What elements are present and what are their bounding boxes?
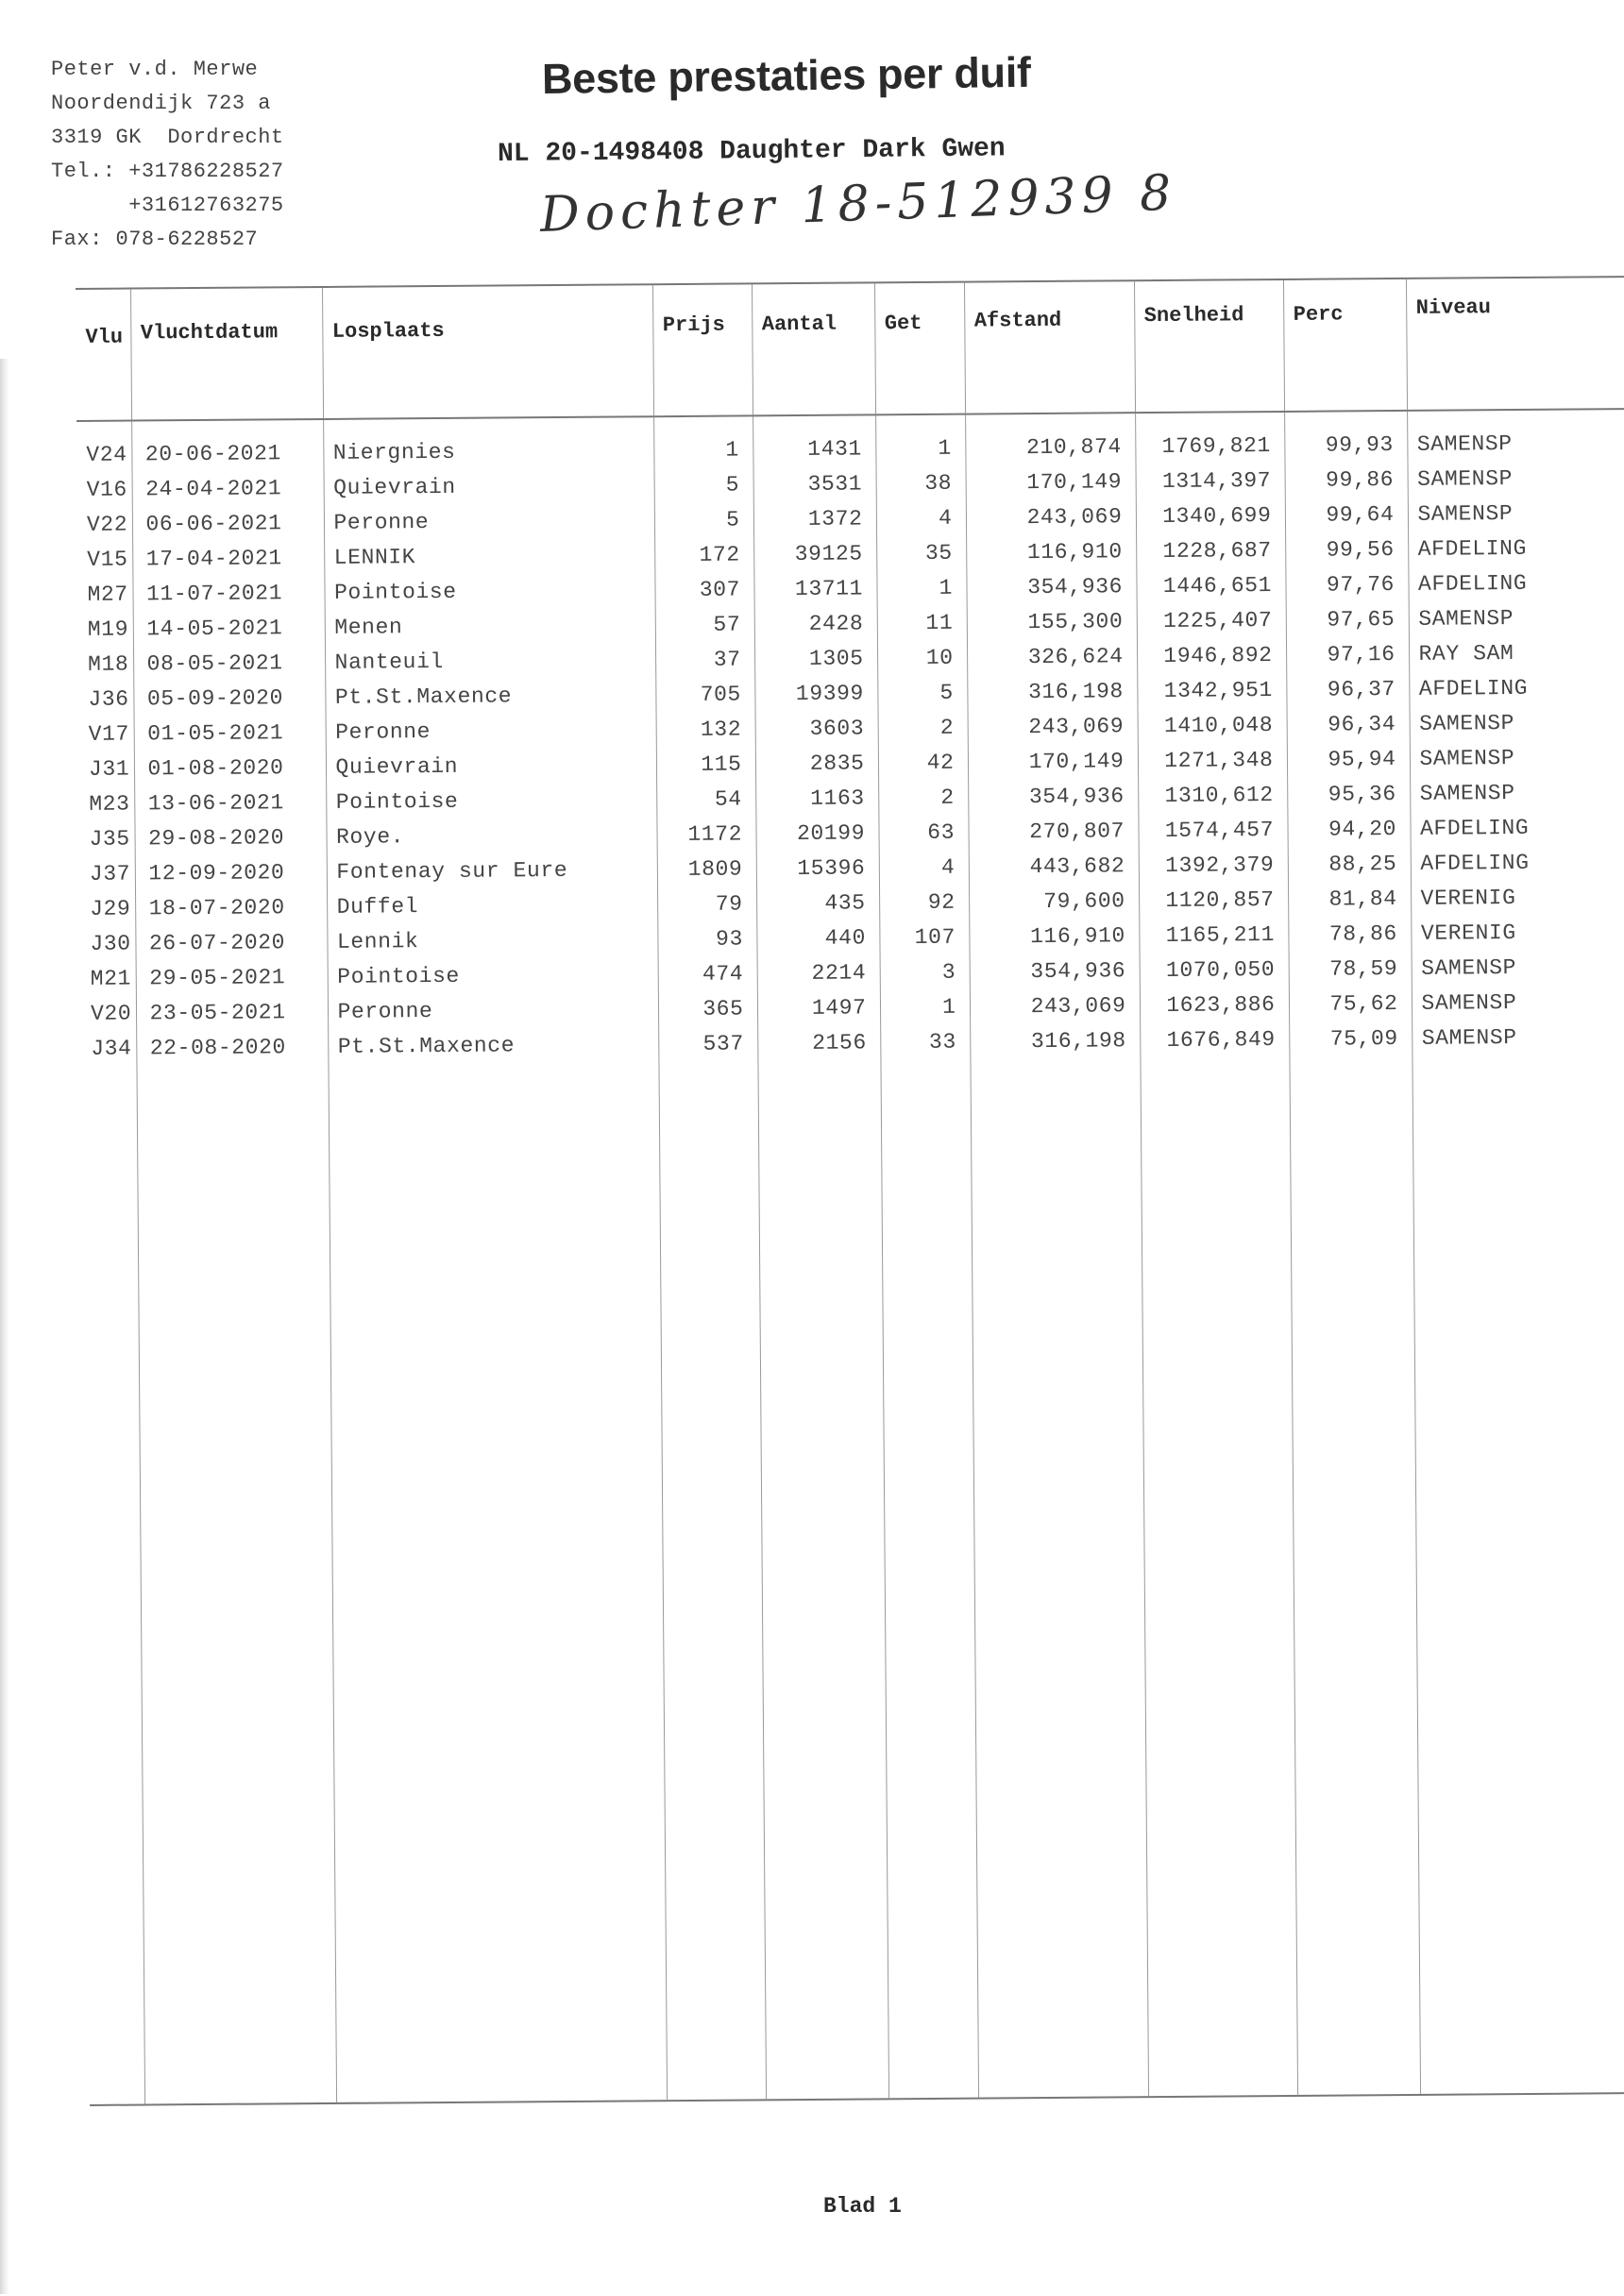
cell-vluchtdatum: 26-07-2020 <box>135 924 327 961</box>
cell-afstand: 270,807 <box>968 813 1138 849</box>
cell-vlu: M19 <box>87 616 129 642</box>
cell-prijs: 132 <box>656 711 755 747</box>
cell-vlu: M23 <box>89 791 130 817</box>
cell-perc: 78,59 <box>1289 951 1412 987</box>
cell-prijs: 37 <box>655 641 754 677</box>
cell-losplaats: Nanteuil <box>325 642 655 680</box>
cell-aantal: 3603 <box>755 710 878 746</box>
cell-afstand: 243,069 <box>968 708 1138 744</box>
cell-niveau: VERENIG <box>1411 879 1624 916</box>
cell-vlu: V15 <box>87 547 128 572</box>
table-header-row <box>76 277 1624 421</box>
cell-vlu: J31 <box>88 756 130 782</box>
cell-niveau: SAMENSP <box>1410 774 1624 811</box>
cell-perc: 81,84 <box>1288 881 1411 917</box>
cell-losplaats: Fontenay sur Eure <box>327 852 657 889</box>
results-table <box>76 276 1624 2104</box>
cell-losplaats: Roye. <box>326 817 656 854</box>
cell-vluchtdatum: 22-08-2020 <box>136 1029 328 1066</box>
cell-losplaats: Menen <box>325 607 655 645</box>
cell-afstand: 170,149 <box>968 743 1138 779</box>
cell-vluchtdatum: 08-05-2021 <box>133 645 325 682</box>
cell-vlu: J34 <box>91 1036 132 1061</box>
cell-aantal: 1497 <box>757 989 880 1025</box>
sender-tel-2: +31612763275 <box>51 194 284 217</box>
cell-vlu: J37 <box>89 861 131 886</box>
cell-aantal: 1305 <box>754 640 877 676</box>
cell-snelheid: 1410,048 <box>1138 707 1287 743</box>
cell-niveau: SAMENSP <box>1407 409 1624 462</box>
results-table-container <box>76 276 1624 2138</box>
cell-prijs: 1 <box>653 415 753 467</box>
cell-vlu: V17 <box>88 721 130 747</box>
cell-prijs: 57 <box>655 606 754 642</box>
cell-losplaats: Lennik <box>327 921 657 959</box>
cell-prijs: 307 <box>654 571 753 607</box>
scan-edge-shadow <box>0 359 9 2294</box>
cell-vluchtdatum: 29-05-2021 <box>136 959 328 996</box>
cell-perc: 78,86 <box>1288 916 1411 952</box>
table-filler-row <box>81 1054 1624 2104</box>
cell-prijs: 54 <box>656 781 755 817</box>
cell-perc: 96,34 <box>1287 706 1410 742</box>
cell-perc: 96,37 <box>1286 671 1409 707</box>
cell-get: 1 <box>880 989 970 1025</box>
sender-name: Peter v.d. Merwe <box>51 58 259 81</box>
cell-snelheid: 1340,699 <box>1136 498 1285 533</box>
cell-losplaats: Quievrain <box>326 747 656 785</box>
cell-vlu: J29 <box>90 896 131 921</box>
cell-prijs: 705 <box>655 676 754 712</box>
column-header-get: Get <box>874 282 965 415</box>
cell-perc: 99,86 <box>1284 462 1407 498</box>
cell-losplaats: Pointoise <box>324 572 654 610</box>
cell-prijs: 365 <box>658 990 757 1026</box>
cell-niveau: SAMENSP <box>1412 984 1624 1021</box>
cell-niveau: AFDELING <box>1409 669 1624 706</box>
pigeon-id: NL 20-1498408 Daughter Dark Gwen <box>497 134 1006 169</box>
cell-niveau: SAMENSP <box>1409 599 1624 636</box>
cell-prijs: 1172 <box>656 816 755 852</box>
cell-vluchtdatum: 18-07-2020 <box>135 889 327 926</box>
page-title: Beste prestaties per duif <box>541 47 1031 103</box>
cell-afstand: 155,300 <box>967 603 1137 639</box>
empty-cell <box>757 1059 888 2099</box>
cell-perc: 75,62 <box>1289 986 1412 1021</box>
cell-perc: 97,16 <box>1286 636 1409 672</box>
cell-niveau: VERENIG <box>1411 914 1624 951</box>
cell-prijs: 172 <box>654 536 753 572</box>
cell-afstand: 243,069 <box>966 498 1136 534</box>
cell-get: 4 <box>879 850 969 886</box>
cell-perc: 99,56 <box>1285 532 1408 567</box>
handwritten-note: Dochter 18-512939 8 <box>538 164 1178 244</box>
empty-cell <box>1289 1055 1420 2095</box>
cell-niveau: AFDELING <box>1408 530 1624 566</box>
cell-get: 33 <box>880 1024 970 1060</box>
cell-aantal: 2428 <box>754 605 877 641</box>
cell-vlu: M27 <box>87 582 128 607</box>
cell-aantal: 2835 <box>755 745 878 781</box>
cell-snelheid: 1342,951 <box>1137 672 1286 708</box>
cell-afstand: 316,198 <box>970 1022 1140 1058</box>
cell-vluchtdatum: 13-06-2021 <box>134 785 326 821</box>
sender-address-block <box>51 53 284 257</box>
column-header-aantal: Aantal <box>752 282 875 415</box>
cell-vlu: V22 <box>86 512 128 537</box>
column-header-losplaats: Losplaats <box>322 284 653 419</box>
empty-cell <box>81 1066 144 2104</box>
cell-prijs: 537 <box>658 1025 757 1061</box>
cell-aantal: 19399 <box>754 675 877 711</box>
empty-cell <box>328 1061 667 2102</box>
cell-aantal: 2156 <box>757 1024 880 1060</box>
cell-aantal: 1372 <box>753 500 876 536</box>
cell-afstand: 316,198 <box>967 673 1137 709</box>
sender-city: 3319 GK Dordrecht <box>51 126 284 149</box>
cell-afstand: 443,682 <box>969 848 1139 884</box>
cell-get: 10 <box>877 640 967 676</box>
cell-snelheid: 1165,211 <box>1139 917 1288 953</box>
cell-snelheid: 1446,651 <box>1136 567 1285 603</box>
cell-niveau: AFDELING <box>1410 809 1624 846</box>
cell-snelheid: 1120,857 <box>1139 882 1288 918</box>
cell-vluchtdatum: 06-06-2021 <box>132 505 324 542</box>
cell-get: 63 <box>878 815 968 851</box>
cell-get: 38 <box>876 465 966 501</box>
cell-snelheid: 1314,397 <box>1135 463 1284 498</box>
cell-vluchtdatum: 12-09-2020 <box>135 854 327 891</box>
cell-get: 107 <box>879 920 969 955</box>
cell-snelheid: 1676,849 <box>1140 1021 1289 1057</box>
cell-aantal: 2214 <box>757 954 880 990</box>
cell-aantal: 440 <box>756 920 879 955</box>
cell-snelheid: 1769,821 <box>1135 412 1284 464</box>
cell-vluchtdatum: 01-05-2021 <box>134 715 326 751</box>
cell-perc: 97,65 <box>1286 601 1409 637</box>
cell-snelheid: 1392,379 <box>1139 847 1288 883</box>
cell-aantal: 13711 <box>753 570 876 606</box>
cell-perc: 97,76 <box>1285 566 1408 602</box>
cell-prijs: 5 <box>654 501 753 537</box>
sender-fax: Fax: 078-6228527 <box>51 228 259 251</box>
empty-cell <box>880 1059 978 2099</box>
cell-losplaats: Peronne <box>326 712 656 750</box>
cell-perc: 95,94 <box>1287 741 1410 777</box>
cell-get: 3 <box>880 954 970 990</box>
cell-snelheid: 1310,612 <box>1138 777 1287 813</box>
cell-niveau: AFDELING <box>1411 844 1624 881</box>
column-header-vluchtdatum: Vluchtdatum <box>130 287 323 421</box>
table-body <box>76 409 1624 2104</box>
cell-snelheid: 1070,050 <box>1140 952 1289 988</box>
empty-cell <box>970 1057 1148 2097</box>
sender-tel: Tel.: +31786228527 <box>51 160 284 183</box>
cell-afstand: 116,910 <box>966 533 1136 569</box>
cell-get: 1 <box>876 570 966 606</box>
cell-aantal: 1431 <box>753 414 875 466</box>
cell-vluchtdatum: 20-06-2021 <box>131 419 323 472</box>
cell-vlu: V16 <box>86 477 127 502</box>
column-header-snelheid: Snelheid <box>1134 279 1284 413</box>
sender-street: Noordendijk 723 a <box>51 92 271 115</box>
cell-niveau: SAMENSP <box>1407 460 1624 497</box>
cell-losplaats: Niergnies <box>323 416 653 470</box>
cell-aantal: 1163 <box>755 780 878 816</box>
cell-niveau: AFDELING <box>1408 565 1624 601</box>
empty-cell <box>1412 1054 1624 2094</box>
cell-vlu: V24 <box>86 442 127 467</box>
cell-get: 4 <box>876 500 966 536</box>
cell-prijs: 79 <box>657 886 756 921</box>
cell-perc: 99,93 <box>1284 411 1407 463</box>
cell-niveau: SAMENSP <box>1408 495 1624 532</box>
cell-niveau: RAY SAM <box>1409 634 1624 671</box>
cell-perc: 95,36 <box>1287 776 1410 812</box>
cell-afstand: 243,069 <box>970 988 1140 1023</box>
cell-vluchtdatum: 23-05-2021 <box>136 994 328 1031</box>
cell-niveau: SAMENSP <box>1412 1019 1624 1055</box>
cell-get: 11 <box>877 605 967 641</box>
column-header-vlu: Vlu <box>76 289 131 421</box>
empty-cell <box>136 1064 336 2104</box>
cell-get: 5 <box>877 675 967 711</box>
cell-get: 1 <box>875 414 965 466</box>
cell-snelheid: 1574,457 <box>1138 812 1287 848</box>
cell-losplaats: Pointoise <box>326 782 656 819</box>
cell-losplaats: Peronne <box>328 991 658 1029</box>
cell-afstand: 170,149 <box>966 464 1136 499</box>
cell-aantal: 15396 <box>756 850 879 886</box>
cell-vluchtdatum: 11-07-2021 <box>132 575 324 612</box>
cell-prijs: 115 <box>656 746 755 782</box>
cell-afstand: 326,624 <box>967 638 1137 674</box>
cell-perc: 94,20 <box>1287 811 1410 847</box>
page-number: Blad 1 <box>823 2194 902 2219</box>
cell-aantal: 435 <box>756 885 879 920</box>
column-header-perc: Perc <box>1283 279 1407 412</box>
cell-losplaats: Quievrain <box>324 467 654 505</box>
cell-afstand: 210,874 <box>965 413 1135 464</box>
cell-vluchtdatum: 29-08-2020 <box>134 819 326 856</box>
cell-perc: 75,09 <box>1289 1021 1412 1056</box>
cell-losplaats: Duffel <box>327 886 657 924</box>
cell-afstand: 79,600 <box>969 883 1139 919</box>
cell-aantal: 20199 <box>755 815 878 851</box>
cell-snelheid: 1271,348 <box>1138 742 1287 778</box>
cell-vlu: V20 <box>90 1001 132 1026</box>
cell-snelheid: 1228,687 <box>1136 532 1285 568</box>
column-header-niveau: Niveau <box>1406 277 1624 411</box>
empty-cell <box>1140 1056 1297 2096</box>
cell-losplaats: Peronne <box>324 502 654 540</box>
cell-get: 2 <box>878 710 968 746</box>
cell-vlu: J35 <box>89 826 130 852</box>
cell-prijs: 5 <box>654 466 753 502</box>
cell-niveau: SAMENSP <box>1410 704 1624 741</box>
cell-perc: 88,25 <box>1288 846 1411 882</box>
cell-aantal: 39125 <box>753 535 876 571</box>
cell-losplaats: Pointoise <box>328 956 658 994</box>
cell-vluchtdatum: 05-09-2020 <box>133 680 325 717</box>
column-header-prijs: Prijs <box>652 283 753 416</box>
cell-losplaats: Pt.St.Maxence <box>328 1026 658 1064</box>
cell-vluchtdatum: 01-08-2020 <box>134 750 326 786</box>
empty-cell <box>658 1060 766 2100</box>
cell-perc: 99,64 <box>1285 497 1408 532</box>
cell-get: 35 <box>876 535 966 571</box>
cell-afstand: 116,910 <box>969 918 1139 954</box>
cell-prijs: 1809 <box>657 851 756 886</box>
cell-aantal: 3531 <box>753 465 876 501</box>
cell-prijs: 93 <box>657 920 756 956</box>
cell-niveau: SAMENSP <box>1412 949 1624 986</box>
cell-snelheid: 1946,892 <box>1137 637 1286 673</box>
cell-prijs: 474 <box>658 955 757 991</box>
cell-snelheid: 1225,407 <box>1137 602 1286 638</box>
cell-vlu: M18 <box>88 651 129 677</box>
cell-afstand: 354,936 <box>968 778 1138 814</box>
cell-snelheid: 1623,886 <box>1140 987 1289 1022</box>
cell-losplaats: Pt.St.Maxence <box>325 677 655 715</box>
cell-vluchtdatum: 24-04-2021 <box>132 470 324 507</box>
cell-vluchtdatum: 17-04-2021 <box>132 540 324 577</box>
column-header-afstand: Afstand <box>964 280 1135 414</box>
cell-get: 2 <box>878 780 968 816</box>
cell-losplaats: LENNIK <box>324 537 654 575</box>
cell-vluchtdatum: 14-05-2021 <box>133 610 325 647</box>
cell-afstand: 354,936 <box>966 568 1136 604</box>
cell-vlu: M21 <box>90 966 132 991</box>
cell-vlu: J36 <box>88 686 129 712</box>
cell-niveau: SAMENSP <box>1410 739 1624 776</box>
cell-get: 42 <box>878 745 968 781</box>
cell-get: 92 <box>879 885 969 920</box>
cell-afstand: 354,936 <box>970 953 1140 988</box>
cell-vlu: J30 <box>90 931 131 956</box>
